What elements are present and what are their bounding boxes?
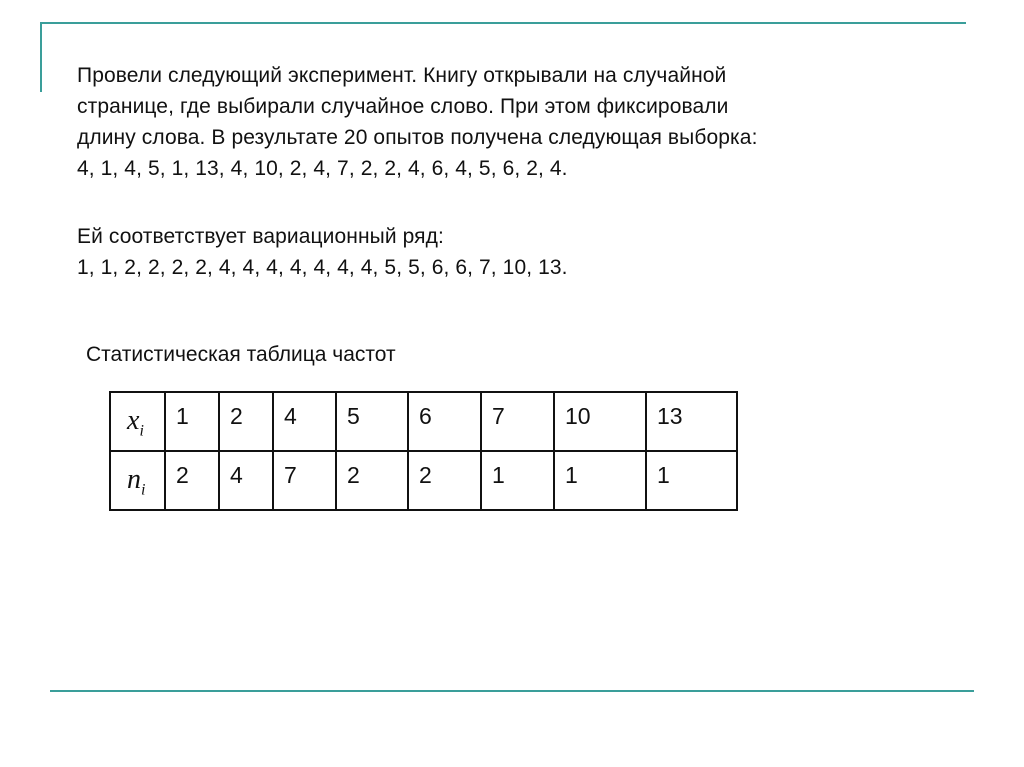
frequency-table bbox=[109, 391, 738, 511]
paragraph-line: Провели следующий эксперимент. Книгу открывали на случайной bbox=[77, 64, 727, 87]
table-cell: 2 bbox=[336, 451, 408, 510]
bottom-rule bbox=[50, 690, 974, 692]
paragraph-line: длину слова. В результате 20 опытов получена следующая выборка: bbox=[77, 126, 758, 149]
table-caption: Статистическая таблица частот bbox=[86, 343, 396, 366]
left-rule bbox=[40, 22, 42, 92]
table-cell: 2 bbox=[219, 392, 273, 451]
top-rule bbox=[40, 22, 966, 24]
row-header-x bbox=[110, 392, 165, 451]
table-cell: 6 bbox=[408, 392, 481, 451]
experiment-paragraph bbox=[77, 60, 937, 184]
table-cell: 2 bbox=[408, 451, 481, 510]
table-cell: 10 bbox=[554, 392, 646, 451]
row-header-n bbox=[110, 451, 165, 510]
subscript-i: i bbox=[141, 481, 146, 499]
table-cell: 1 bbox=[646, 451, 737, 510]
table-cell: 2 bbox=[165, 451, 219, 510]
table-cell: 4 bbox=[273, 392, 336, 451]
table-cell: 7 bbox=[273, 451, 336, 510]
table-cell: 13 bbox=[646, 392, 737, 451]
table-cell: 1 bbox=[165, 392, 219, 451]
paragraph-line: странице, где выбирали случайное слово. При этом фиксировали bbox=[77, 95, 729, 118]
sample-values-line: 4, 1, 4, 5, 1, 13, 4, 10, 2, 4, 7, 2, 2, 4, 6, 4, 5, 6, 2, 4. bbox=[77, 157, 568, 180]
table-row-n bbox=[110, 451, 737, 510]
table-row-x bbox=[110, 392, 737, 451]
variation-series-line: 1, 1, 2, 2, 2, 2, 4, 4, 4, 4, 4, 4, 4, 5, 5, 6, 6, 7, 10, 13. bbox=[77, 256, 568, 279]
symbol-x: x bbox=[127, 405, 140, 436]
table-cell: 7 bbox=[481, 392, 554, 451]
table-cell: 1 bbox=[554, 451, 646, 510]
subscript-i: i bbox=[139, 422, 144, 440]
table-cell: 5 bbox=[336, 392, 408, 451]
paragraph-line: Ей соответствует вариационный ряд: bbox=[77, 225, 444, 248]
symbol-n: n bbox=[127, 464, 141, 495]
table-cell: 1 bbox=[481, 451, 554, 510]
table-cell: 4 bbox=[219, 451, 273, 510]
variation-series-paragraph bbox=[77, 221, 937, 283]
